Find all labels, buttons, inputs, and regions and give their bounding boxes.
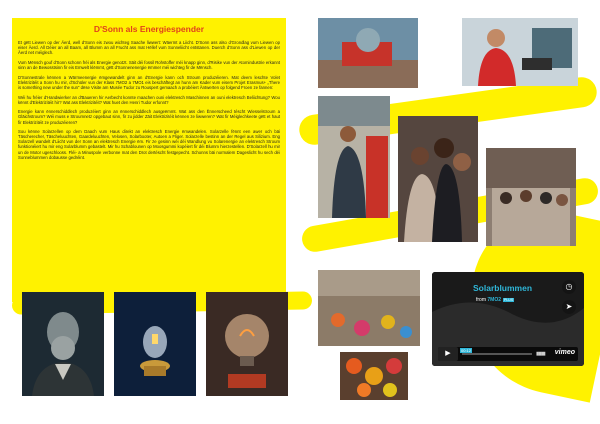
video-player[interactable]	[432, 272, 584, 366]
video-author-link[interactable]: 7MO2	[487, 297, 502, 303]
article-paragraph: Energie kann ënnerschiddlech produzéiert ginn an ënnerschiddlech ausgeëmmt. Wat ass den Ënnerscheed téscht Wiesselstroum a Gläichstroum? Wéi muss e Stroumnetz opgebaut sinn, fir zu jidder Zäit Elektrizitéit kënnen ze liwweren? Wat fir Méiglechkeete gëtt et haut fir Elektrizitéit ze produzéieren?	[18, 109, 280, 125]
share-icon[interactable]: ➤	[562, 300, 576, 314]
article-panel	[12, 18, 286, 302]
photo-group-museum	[486, 148, 576, 246]
video-byline	[476, 297, 514, 303]
vimeo-logo[interactable]: vimeo	[554, 349, 575, 356]
photo-red-generator	[318, 18, 418, 88]
photo-henri-tudor-portrait	[22, 292, 104, 396]
clock-icon[interactable]: ◷	[562, 280, 576, 294]
play-icon[interactable]: ▶	[438, 347, 458, 361]
article-paragraph: Wéi hu fréier d'Handwierker an d'Baueren hir Aerbecht konnte maachen ouni elektresch Maschinnen an ouni elektresch Beliichtung? Wou kënnt d'Elektrizitéit hir? Wat ass Elektrizitéit? Wat huet den Henri Tudor erfonnt?	[18, 94, 280, 105]
photo-light-bulb	[206, 292, 288, 396]
article-paragraph: Sou kënne Solarzellen op dem Daach vum Haus direkt an elektresch Energie ëmwandelen. Solarzelle fënnt een awer och bäi Täscherecher, Täscheluuchten, Gaardeluuchten, Velosen, Solarbooter, Autoen a Fliger. Solarzelle bestinn an der Regel aus Silizium. Eng Solarzell wandelt d'Liicht vun der Sonn an elektresch Energie ëm. Fir ze gesinn wéi déi Wandlung vu Solarenergie an elektresch Stroum funktionéiert hu mir eng Solarblumm gebastelt. Mir hu Schablounen op Moosgummi kopéiert fir déi Blumm hierzestellen. D'Solarzell hu mir un de Motor ugeschlooss. Fléi- a Minuspole verbonne mat den Drot dertéscht festgepecht. Schonns bäi normalem Dageslicht hu sech déi Sonneblummen dobausse gedréint.	[18, 129, 280, 160]
video-controls	[438, 347, 578, 361]
plus-badge: PLUS	[504, 298, 514, 302]
video-progress-bar[interactable]	[462, 353, 532, 355]
video-from-label: from	[476, 297, 486, 303]
photo-student-red-shirt	[462, 18, 578, 86]
article-paragraph: Vum Mënsch gouf d'Sonn schonn fréi als Energie genotzt. Säit déi fossil Rohstoffer méi knapp ginn, d'Risike vun der Atomindustrie erkannt sinn an de Bewosstsinn fir eis Emwelt klëmmt, gëtt d'Sonnenenergie ëmmer méi wichteg fir de Mënsch.	[18, 59, 280, 70]
photo-solar-flower-workshop	[318, 270, 420, 346]
photo-oil-lamp	[114, 292, 196, 396]
video-title[interactable]: Solarblummen	[473, 283, 533, 293]
photo-students-at-machine	[318, 96, 390, 218]
video-timestamp: 00:12	[461, 348, 472, 353]
photo-student-group	[398, 116, 478, 242]
photo-solar-flowers-closeup	[340, 352, 408, 400]
article-title: D'Sonn als Energiespender	[93, 24, 205, 34]
article-paragraph: Et gëtt Liewen op der Äerd, well d'Sonn eis zwou wichteg Saache liwwert: Wäermt a Liicht. D'Sonn ass also d'Grondlag vum Liewen op eiser Äerd. All Déier an all Baam, all Blumm an all Frucht ass mat Hëllef vum Sonneliicht entstanen. Duerch d'Sonn ass d'Liewen op der Äerd net méiglech.	[18, 40, 280, 56]
volume-icon[interactable]: ▮▮▮▮▮	[536, 351, 545, 357]
article-paragraph: D'Sonnestrale kënnen a Wärmeenergie ëmgewandelt ginn an d'Energie kann och Stroum produzéieren. Mat deem leschte Volet Elektrizitéit a Sonn hu mir, d'Schüler vun der Klass 7MO2 a 7MO1 eis beschäftegt an hunn am Kader vum eisem Projet Erasmus+ „There is something new under the sun“ dëse Visite am Musée Tudor zu Rouspert gemaach a probéiert Äntwerten op folgend Froen ze fannen:	[18, 74, 280, 90]
